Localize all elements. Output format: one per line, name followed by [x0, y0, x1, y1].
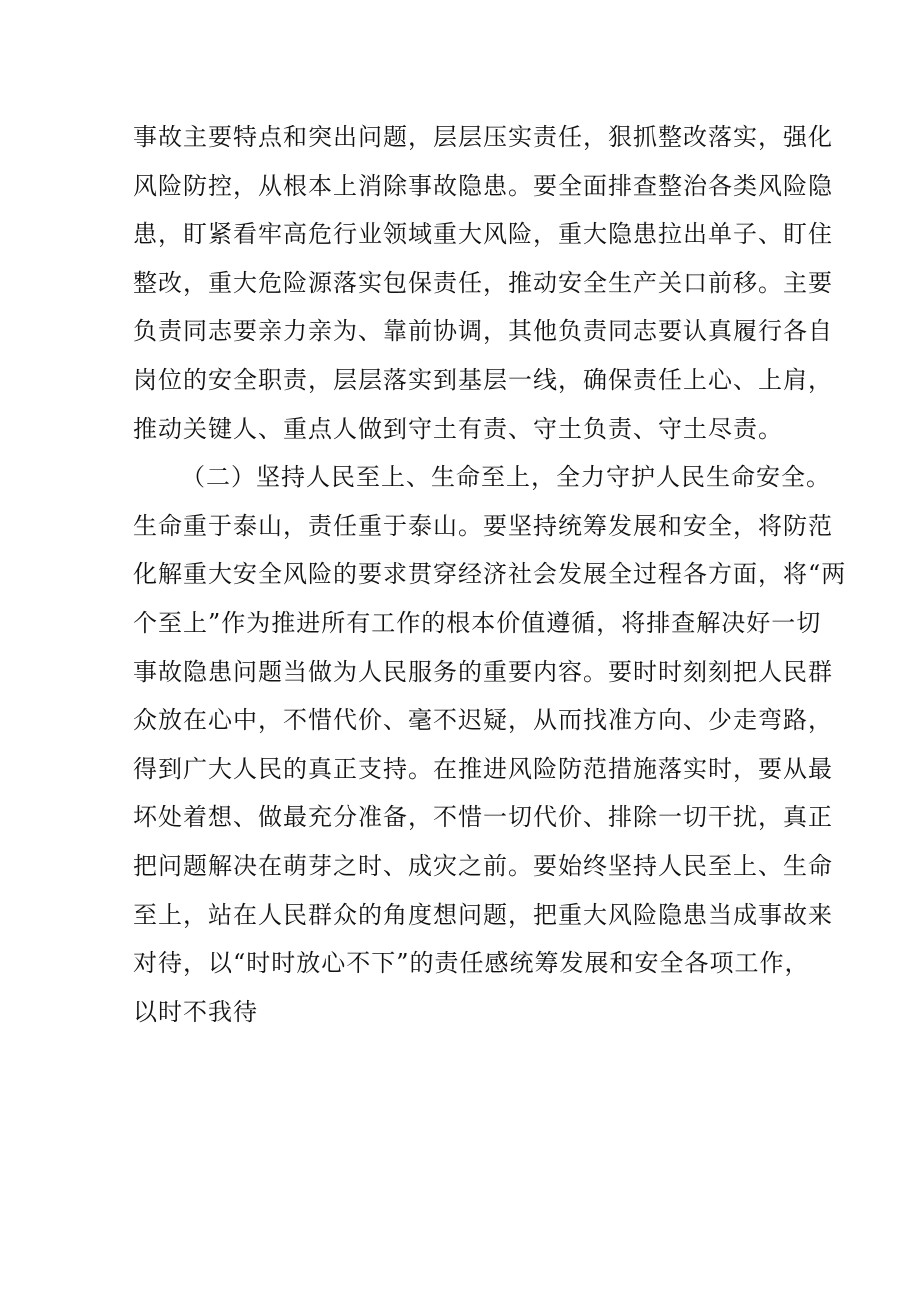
text-line: 坏处着想、做最充分准备，不惜一切代价、排除一切干扰，真正 [133, 803, 833, 832]
text-line: 整改，重大危险源落实包保责任，推动安全生产关口前移。主要 [133, 268, 833, 297]
text-line: 推动关键人、重点人做到守土有责、守土负责、守土尽责。 [133, 414, 783, 443]
section-heading-line: （二）坚持人民至上、生命至上，全力守护人民生命安全。 [181, 463, 831, 492]
body-text [133, 113, 847, 1036]
text-line: 化解重大安全风险的要求贯穿经济社会发展全过程各方面，将“两 [133, 560, 847, 589]
text-line: 生命重于泰山，责任重于泰山。要坚持统筹发展和安全，将防范 [133, 511, 833, 540]
text-line: 风险防控，从根本上消除事故隐患。要全面排查整治各类风险隐 [133, 171, 833, 200]
text-line: 个至上”作为推进所有工作的根本价值遵循，将排查解决好一切 [133, 608, 822, 637]
text-line: 众放在心中，不惜代价、毫不迟疑，从而找准方向、少走弯路， [133, 706, 833, 735]
text-line: 以时不我待 [133, 997, 258, 1026]
text-line: 对待，以“时时放心不下”的责任感统筹发展和安全各项工作， [133, 949, 810, 978]
text-line: 岗位的安全职责，层层落实到基层一线，确保责任上心、上肩， [133, 365, 833, 394]
text-line: 患，盯紧看牢高危行业领域重大风险，重大隐患拉出单子、盯住 [133, 220, 833, 249]
text-line: 负责同志要亲力亲为、靠前协调，其他负责同志要认真履行各自 [133, 317, 833, 346]
text-line: 得到广大人民的真正支持。在推进风险防范措施落实时，要从最 [133, 754, 833, 783]
text-line: 事故隐患问题当做为人民服务的重要内容。要时时刻刻把人民群 [133, 657, 833, 686]
text-line: 把问题解决在萌芽之时、成灾之前。要始终坚持人民至上、生命 [133, 851, 833, 880]
text-line: 至上，站在人民群众的角度想问题，把重大风险隐患当成事故来 [133, 900, 833, 929]
text-line: 事故主要特点和突出问题，层层压实责任，狠抓整改落实，强化 [133, 123, 833, 151]
